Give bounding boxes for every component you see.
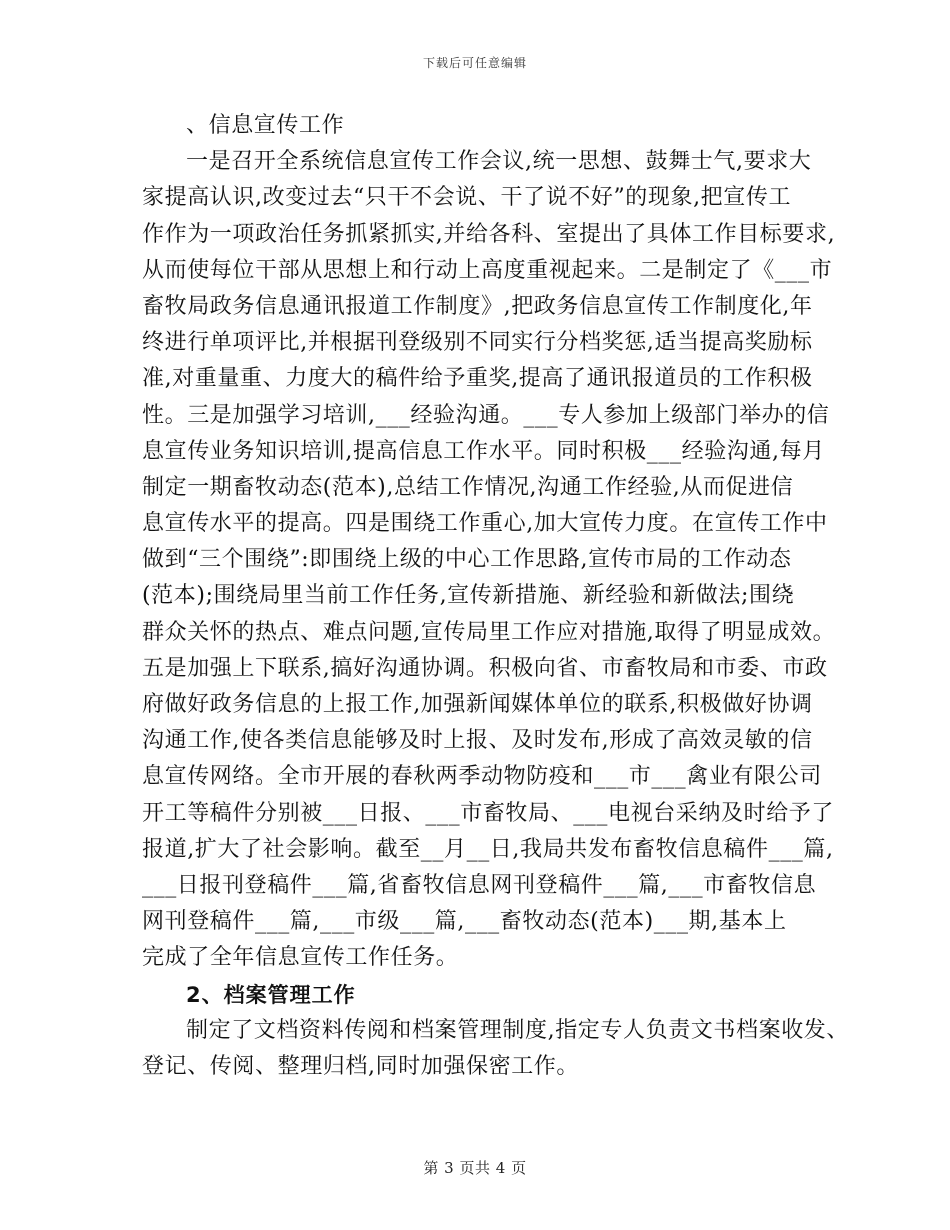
paragraph-line: (范本);围绕局里当前工作任务,宣传新措施、新经验和新做法;围绕 [142, 583, 795, 609]
paragraph-line: 息宣传业务知识培训,提高信息工作水平。同时积极___经验沟通,每月 [142, 438, 825, 464]
paragraph-line: 网刊登稿件___篇,___市级___篇,___畜牧动态(范本)___期,基本上 [142, 909, 787, 935]
page-header: 下载后可任意编辑 [422, 56, 527, 70]
document-body [142, 108, 849, 1085]
paragraph-line: 沟通工作,使各类信息能够及时上报、及时发布,形成了高效灵敏的信 [142, 728, 813, 754]
paragraph-line: 准,对重量重、力度大的稿件给予重奖,提高了通讯报道员的工作积极 [142, 366, 813, 392]
section2-paragraph [142, 1013, 849, 1085]
paragraph-line: 性。三是加强学习培训,___经验沟通。___专人参加上级部门举办的信 [142, 402, 830, 428]
paragraph-line: 一是召开全系统信息宣传工作会议,统一思想、鼓舞士气,要求大 [186, 149, 812, 175]
paragraph-line: 开工等稿件分别被___日报、___市畜牧局、___电视台采纳及时给予了 [142, 800, 835, 826]
paragraph-line: 五是加强上下联系,搞好沟通协调。积极向省、市畜牧局和市委、市政 [142, 655, 828, 681]
paragraph-line: 群众关怀的热点、难点问题,宣传局里工作应对措施,取得了明显成效。 [142, 619, 836, 645]
paragraph-line: 制定一期畜牧动态(范本),总结工作情况,沟通工作经验,从而促进信 [142, 474, 794, 500]
paragraph-line: 完成了全年信息宣传工作任务。 [142, 945, 459, 971]
section-title-info-publicity: 、信息宣传工作 [186, 113, 345, 138]
section1-paragraph [142, 144, 836, 976]
paragraph-line: 做到“三个围绕”:即围绕上级的中心工作思路,宣传市局的工作动态 [142, 547, 792, 573]
paragraph-line: 畜牧局政务信息通讯报道工作制度》,把政务信息宣传工作制度化,年 [142, 293, 813, 319]
paragraph-line: 作作为一项政治任务抓紧抓实,并给各科、室提出了具体工作目标要求, [142, 221, 836, 247]
paragraph-line: 制定了文档资料传阅和档案管理制度,指定专人负责文书档案收发、 [186, 1017, 849, 1043]
paragraph-line: 登记、传阅、整理归档,同时加强保密工作。 [142, 1053, 579, 1079]
page-number-footer: 第 3 页共 4 页 [423, 1159, 527, 1177]
paragraph-line: 息宣传网络。全市开展的春秋两季动物防疫和___市___禽业有限公司 [142, 764, 822, 790]
paragraph-line: 息宣传水平的提高。四是围绕工作重心,加大宣传力度。在宣传工作中 [142, 511, 828, 537]
paragraph-line: 从而使每位干部从思想上和行动上高度重视起来。二是制定了《___市 [142, 257, 833, 283]
paragraph-line: 府做好政务信息的上报工作,加强新闻媒体单位的联系,积极做好协调 [142, 692, 813, 717]
section-title-archive-management: 2、档案管理工作 [186, 982, 356, 1007]
paragraph-line: 家提高认识,改变过去“只干不会说、干了说不好”的现象,把宣传工 [142, 185, 792, 211]
paragraph-line: ___日报刊登稿件___篇,省畜牧信息网刊登稿件___篇,___市畜牧信息 [142, 872, 817, 898]
paragraph-line: 报道,扩大了社会影响。截至__月__日,我局共发布畜牧信息稿件___篇, [142, 836, 834, 862]
paragraph-line: 终进行单项评比,并根据刊登级别不同实行分档奖惩,适当提高奖励标 [142, 330, 813, 356]
